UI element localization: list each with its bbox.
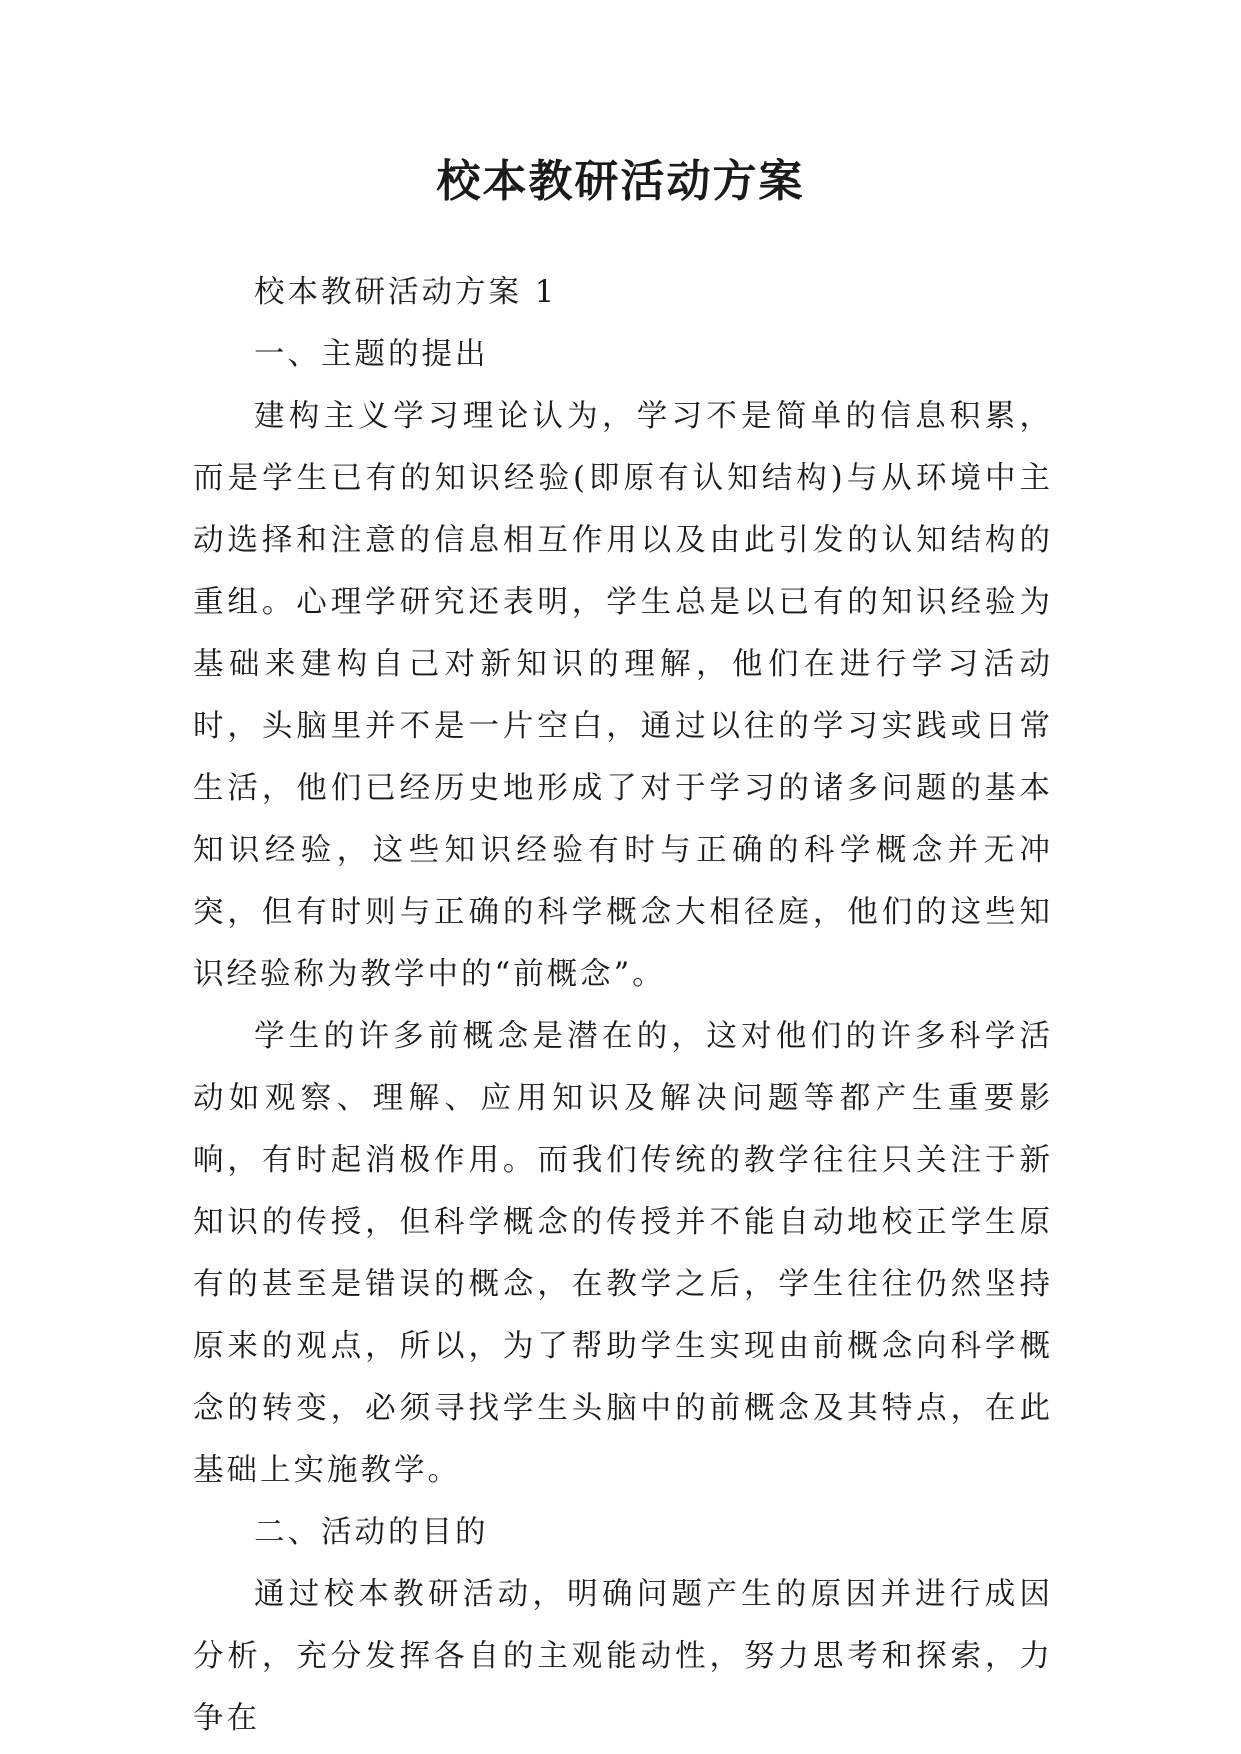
section-heading: 一、主题的提出 [254,337,489,372]
document-title: 校本教研活动方案 [436,156,805,207]
document-body [193,262,1053,1750]
section-heading: 校本教研活动方案 1 [254,275,558,310]
section-heading: 二、活动的目的 [254,1515,489,1550]
paragraph: 通过校本教研活动，明确问题产生的原因并进行成因分析，充分发挥各自的主观能动性，努力思考和探索，力争在 [193,1577,1053,1736]
paragraph: 学生的许多前概念是潜在的，这对他们的许多科学活动如观察、理解、应用知识及解决问题等都产生重要影响，有时起消极作用。而我们传统的教学往往只关注于新知识的传授，但科学概念的传授并不能自动地校正学生原有的甚至是错误的概念，在教学之后，学生往往仍然坚持原来的观点，所以，为了帮助学生实现由前概念向科学概念的转变，必须寻找学生头脑中的前概念及其特点，在此基础上实施教学。 [193,1019,1053,1488]
paragraph: 建构主义学习理论认为，学习不是简单的信息积累，而是学生已有的知识经验(即原有认知结构)与从环境中主动选择和注意的信息相互作用以及由此引发的认知结构的重组。心理学研究还表明，学生总是以已有的知识经验为基础来建构自己对新知识的理解，他们在进行学习活动时，头脑里并不是一片空白，通过以往的学习实践或日常生活，他们已经历史地形成了对于学习的诸多问题的基本知识经验，这些知识经验有时与正确的科学概念并无冲突，但有时则与正确的科学概念大相径庭，他们的这些知识经验称为教学中的“前概念”。 [193,399,1053,992]
